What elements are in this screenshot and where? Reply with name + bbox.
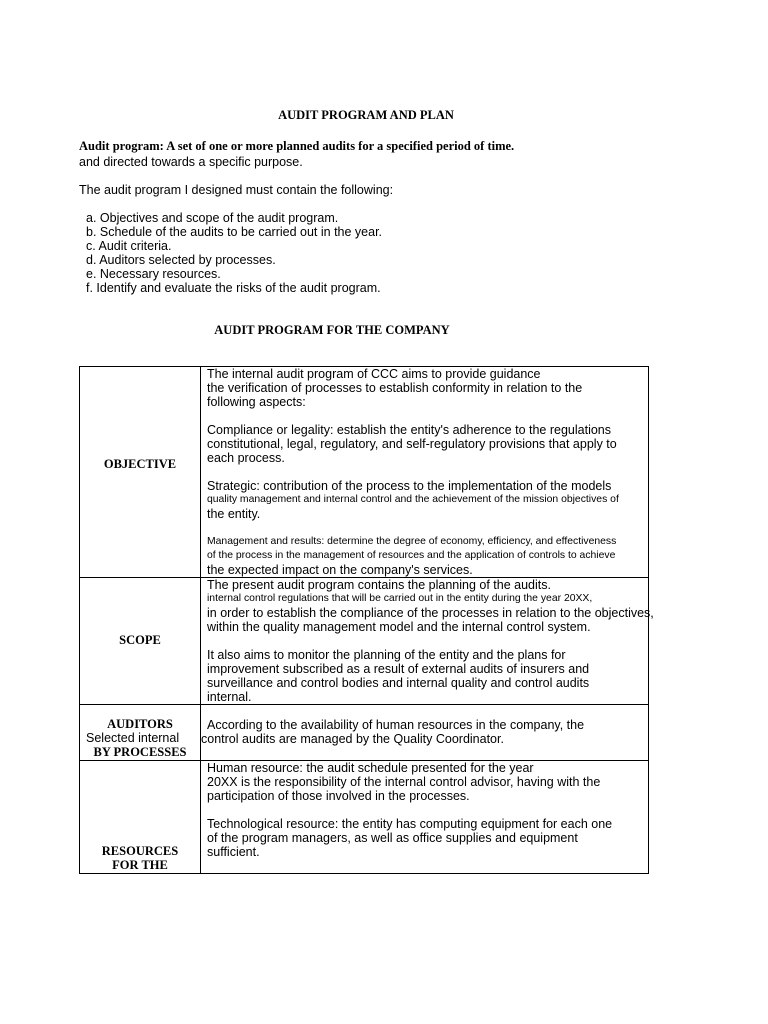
- scope-text: It also aims to monitor the planning of the entity and the plans for: [207, 648, 566, 662]
- objective-text: of the process in the management of resources and the application of controls to achieve: [207, 550, 616, 561]
- resources-label-for: FOR THE: [112, 858, 168, 872]
- section-title: AUDIT PROGRAM FOR THE COMPANY: [214, 323, 450, 337]
- scope-label: SCOPE: [119, 633, 161, 647]
- resources-text: Technological resource: the entity has computing equipment for each one: [207, 817, 613, 831]
- objective-text: the expected impact on the company's services.: [207, 563, 473, 577]
- list-item: f. Identify and evaluate the risks of the audit program.: [86, 281, 381, 295]
- objective-text: the entity.: [207, 507, 261, 521]
- resources-text: Human resource: the audit schedule presented for the year: [207, 761, 534, 775]
- resources-content-cell: [201, 761, 649, 874]
- objective-text: constitutional, legal, regulatory, and self-regulatory provisions that apply to: [207, 437, 617, 451]
- objective-label-cell: [80, 367, 201, 578]
- resources-text: 20XX is the responsibility of the internal control advisor, having with the: [207, 775, 601, 789]
- resources-text: sufficient.: [207, 845, 260, 859]
- objective-text: Strategic: contribution of the process to the implementation of the models: [207, 479, 612, 493]
- document-title: AUDIT PROGRAM AND PLAN: [278, 108, 454, 122]
- auditors-label-processes: BY PROCESSES: [93, 745, 187, 759]
- auditors-text: control audits are managed by the Quality Coordinator.: [201, 732, 504, 746]
- auditors-text: According to the availability of human resources in the company, the: [207, 718, 585, 732]
- resources-text: participation of those involved in the processes.: [207, 789, 470, 803]
- list-item: b. Schedule of the audits to be carried out in the year.: [86, 225, 383, 239]
- table-row: [80, 367, 649, 578]
- list-item: a. Objectives and scope of the audit program.: [86, 211, 339, 225]
- list-item: c. Audit criteria.: [86, 239, 172, 253]
- scope-text: The present audit program contains the planning of the audits.: [207, 578, 551, 592]
- scope-text: improvement subscribed as a result of external audits of insurers and: [207, 662, 590, 676]
- objective-text: following aspects:: [207, 395, 306, 409]
- objective-text: Management and results: determine the degree of economy, efficiency, and effectiveness: [207, 536, 617, 547]
- intro-text: The audit program I designed must contain the following:: [79, 183, 394, 197]
- objective-text: quality management and internal control and the achievement of the mission objectives of: [207, 494, 619, 505]
- scope-text: internal.: [207, 690, 252, 704]
- auditors-label-sub: Selected internal: [86, 731, 180, 745]
- objective-content-cell: [201, 367, 649, 578]
- objective-text: Compliance or legality: establish the entity's adherence to the regulations: [207, 423, 612, 437]
- scope-label-cell: [80, 578, 201, 705]
- scope-text: within the quality management model and the internal control system.: [207, 620, 591, 634]
- definition-normal: and directed towards a specific purpose.: [79, 155, 303, 169]
- objective-label: OBJECTIVE: [103, 457, 177, 471]
- table-row: [80, 705, 649, 761]
- table-row: [80, 578, 649, 705]
- objective-text: each process.: [207, 451, 285, 465]
- scope-content-cell: [201, 578, 654, 705]
- objective-text: The internal audit program of CCC aims to provide guidance: [207, 367, 541, 381]
- scope-text: internal control regulations that will be carried out in the entity during the year 20XX,: [207, 593, 593, 604]
- resources-text: of the program managers, as well as office supplies and equipment: [207, 831, 578, 845]
- list-item: d. Auditors selected by processes.: [86, 253, 276, 267]
- resources-label: RESOURCES: [101, 844, 179, 858]
- auditors-content-cell: [201, 705, 649, 761]
- objective-text: the verification of processes to establish conformity in relation to the: [207, 381, 583, 395]
- scope-text: in order to establish the compliance of the processes in relation to the objectives,: [207, 606, 654, 620]
- auditors-label-cell: [80, 705, 201, 761]
- scope-text: surveillance and control bodies and internal quality and control audits: [207, 676, 590, 690]
- table-row: [80, 761, 649, 874]
- resources-label-cell: [80, 761, 201, 874]
- requirements-list: [86, 211, 382, 295]
- definition-bold: Audit program: A set of one or more planned audits for a specified period of time.: [79, 139, 515, 153]
- list-item: e. Necessary resources.: [86, 267, 221, 281]
- audit-program-table: [79, 366, 654, 874]
- auditors-label: AUDITORS: [107, 717, 173, 731]
